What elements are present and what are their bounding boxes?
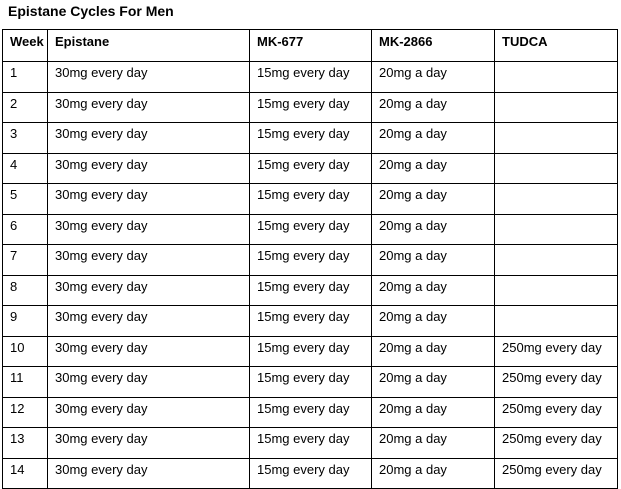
mk2866-cell: 20mg a day bbox=[372, 123, 495, 154]
epistane-cell: 30mg every day bbox=[48, 458, 250, 489]
week-cell: 10 bbox=[3, 336, 48, 367]
table-row bbox=[3, 245, 618, 276]
mk2866-cell: 20mg a day bbox=[372, 336, 495, 367]
mk677-cell: 15mg every day bbox=[250, 92, 372, 123]
mk677-cell: 15mg every day bbox=[250, 245, 372, 276]
epistane-cell: 30mg every day bbox=[48, 336, 250, 367]
epistane-cell: 30mg every day bbox=[48, 214, 250, 245]
table-row bbox=[3, 123, 618, 154]
mk2866-cell: 20mg a day bbox=[372, 92, 495, 123]
table-row bbox=[3, 428, 618, 459]
epistane-cell: 30mg every day bbox=[48, 306, 250, 337]
table-row bbox=[3, 153, 618, 184]
tudca-cell bbox=[495, 245, 618, 276]
week-cell: 9 bbox=[3, 306, 48, 337]
tudca-cell bbox=[495, 62, 618, 93]
table-row bbox=[3, 184, 618, 215]
tudca-cell bbox=[495, 214, 618, 245]
mk677-cell: 15mg every day bbox=[250, 123, 372, 154]
week-cell: 7 bbox=[3, 245, 48, 276]
mk677-cell: 15mg every day bbox=[250, 275, 372, 306]
tudca-cell bbox=[495, 306, 618, 337]
column-header-tudca: TUDCA bbox=[495, 30, 618, 62]
epistane-cell: 30mg every day bbox=[48, 92, 250, 123]
epistane-cell: 30mg every day bbox=[48, 153, 250, 184]
week-cell: 11 bbox=[3, 367, 48, 398]
mk677-cell: 15mg every day bbox=[250, 184, 372, 215]
mk2866-cell: 20mg a day bbox=[372, 62, 495, 93]
epistane-cell: 30mg every day bbox=[48, 275, 250, 306]
table-row bbox=[3, 306, 618, 337]
cycle-table bbox=[2, 29, 618, 489]
mk2866-cell: 20mg a day bbox=[372, 275, 495, 306]
mk2866-cell: 20mg a day bbox=[372, 458, 495, 489]
mk2866-cell: 20mg a day bbox=[372, 306, 495, 337]
mk677-cell: 15mg every day bbox=[250, 306, 372, 337]
mk2866-cell: 20mg a day bbox=[372, 214, 495, 245]
mk2866-cell: 20mg a day bbox=[372, 367, 495, 398]
table-title: Epistane Cycles For Men bbox=[8, 3, 174, 19]
mk677-cell: 15mg every day bbox=[250, 458, 372, 489]
tudca-cell: 250mg every day bbox=[495, 458, 618, 489]
week-cell: 2 bbox=[3, 92, 48, 123]
table-row bbox=[3, 367, 618, 398]
mk677-cell: 15mg every day bbox=[250, 214, 372, 245]
tudca-cell bbox=[495, 92, 618, 123]
table-row bbox=[3, 92, 618, 123]
tudca-cell: 250mg every day bbox=[495, 428, 618, 459]
mk677-cell: 15mg every day bbox=[250, 153, 372, 184]
mk2866-cell: 20mg a day bbox=[372, 184, 495, 215]
week-cell: 1 bbox=[3, 62, 48, 93]
week-cell: 4 bbox=[3, 153, 48, 184]
mk677-cell: 15mg every day bbox=[250, 428, 372, 459]
table-row bbox=[3, 458, 618, 489]
table-row bbox=[3, 62, 618, 93]
tudca-cell bbox=[495, 123, 618, 154]
week-cell: 5 bbox=[3, 184, 48, 215]
table-row bbox=[3, 336, 618, 367]
week-cell: 6 bbox=[3, 214, 48, 245]
epistane-cell: 30mg every day bbox=[48, 184, 250, 215]
tudca-cell: 250mg every day bbox=[495, 336, 618, 367]
epistane-cell: 30mg every day bbox=[48, 245, 250, 276]
column-header-epistane: Epistane bbox=[48, 30, 250, 62]
week-cell: 14 bbox=[3, 458, 48, 489]
tudca-cell bbox=[495, 275, 618, 306]
table-body bbox=[3, 62, 618, 489]
epistane-cell: 30mg every day bbox=[48, 123, 250, 154]
tudca-cell bbox=[495, 184, 618, 215]
mk2866-cell: 20mg a day bbox=[372, 153, 495, 184]
table-row bbox=[3, 214, 618, 245]
week-cell: 8 bbox=[3, 275, 48, 306]
epistane-cell: 30mg every day bbox=[48, 397, 250, 428]
mk2866-cell: 20mg a day bbox=[372, 428, 495, 459]
mk2866-cell: 20mg a day bbox=[372, 397, 495, 428]
tudca-cell bbox=[495, 153, 618, 184]
column-header-week: Week bbox=[3, 30, 48, 62]
column-header-mk2866: MK-2866 bbox=[372, 30, 495, 62]
mk2866-cell: 20mg a day bbox=[372, 245, 495, 276]
table-row bbox=[3, 275, 618, 306]
column-header-mk677: MK-677 bbox=[250, 30, 372, 62]
epistane-cell: 30mg every day bbox=[48, 62, 250, 93]
week-cell: 12 bbox=[3, 397, 48, 428]
week-cell: 3 bbox=[3, 123, 48, 154]
mk677-cell: 15mg every day bbox=[250, 397, 372, 428]
tudca-cell: 250mg every day bbox=[495, 397, 618, 428]
header-row bbox=[3, 30, 618, 62]
week-cell: 13 bbox=[3, 428, 48, 459]
table-row bbox=[3, 397, 618, 428]
mk677-cell: 15mg every day bbox=[250, 62, 372, 93]
tudca-cell: 250mg every day bbox=[495, 367, 618, 398]
epistane-cell: 30mg every day bbox=[48, 367, 250, 398]
mk677-cell: 15mg every day bbox=[250, 336, 372, 367]
mk677-cell: 15mg every day bbox=[250, 367, 372, 398]
epistane-cell: 30mg every day bbox=[48, 428, 250, 459]
